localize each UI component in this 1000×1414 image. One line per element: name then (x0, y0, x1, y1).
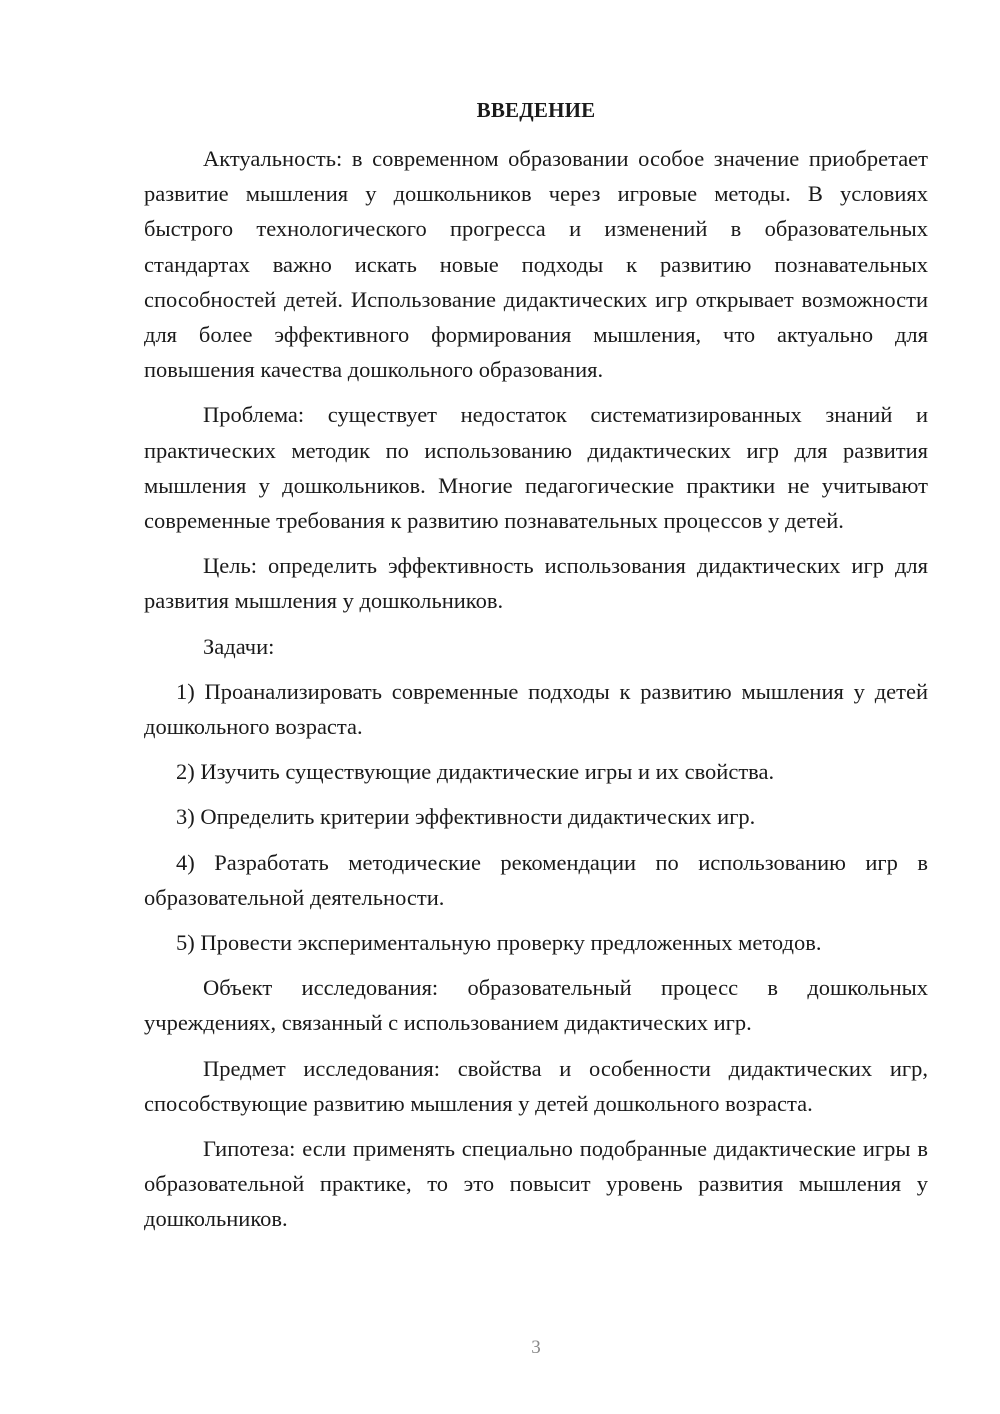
paragraph-object: Объект исследования: образовательный процесс в дошкольных учреждениях, связанный с использованием дидактических игр. (144, 975, 928, 1036)
document-page (144, 92, 928, 1247)
paragraph-problem: Проблема: существует недостаток систематизированных знаний и практических методик по использованию дидактических игр для развития мышления у дошкольников. Многие педагогические практики не учитывают современные требования к развитию познавательных процессов у детей. (144, 402, 928, 534)
section-title: ВВЕДЕНИЕ (476, 98, 596, 122)
task-item-2: 2) Изучить существующие дидактические игры и их свойства. (176, 759, 775, 785)
page-number: 3 (531, 1337, 541, 1358)
paragraph-subject: Предмет исследования: свойства и особенности дидактических игр, способствующие развитию мышления у детей дошкольного возраста. (144, 1055, 928, 1116)
task-item-3: 3) Определить критерии эффективности дидактических игр. (176, 804, 756, 830)
paragraph-hypothesis: Гипотеза: если применять специально подобранные дидактические игры в образовательной практике, то это повысит уровень развития мышления у дошкольников. (144, 1136, 928, 1232)
task-item-1: 1) Проанализировать современные подходы к развитию мышления у детей дошкольного возраста. (144, 678, 928, 740)
paragraph-relevance: Актуальность: в современном образовании особое значение приобретает развитие мышления у дошкольников через игровые методы. В условиях быстрого технологического прогресса и изменений в образовательных стандартах важно искать новые подходы к развитию познавательных способностей детей. Использование дидактических игр открывает возможности для более эффективного формирования мышления, что актуально для повышения качества дошкольного образования. (144, 146, 928, 383)
task-item-5: 5) Провести экспериментальную проверку предложенных методов. (176, 930, 822, 956)
task-item-4: 4) Разработать методические рекомендации по использованию игр в образовательной деятельности. (144, 849, 928, 910)
paragraph-goal: Цель: определить эффективность использования дидактических игр для развития мышления у дошкольников. (144, 553, 928, 614)
tasks-heading: Задачи: (203, 633, 275, 659)
